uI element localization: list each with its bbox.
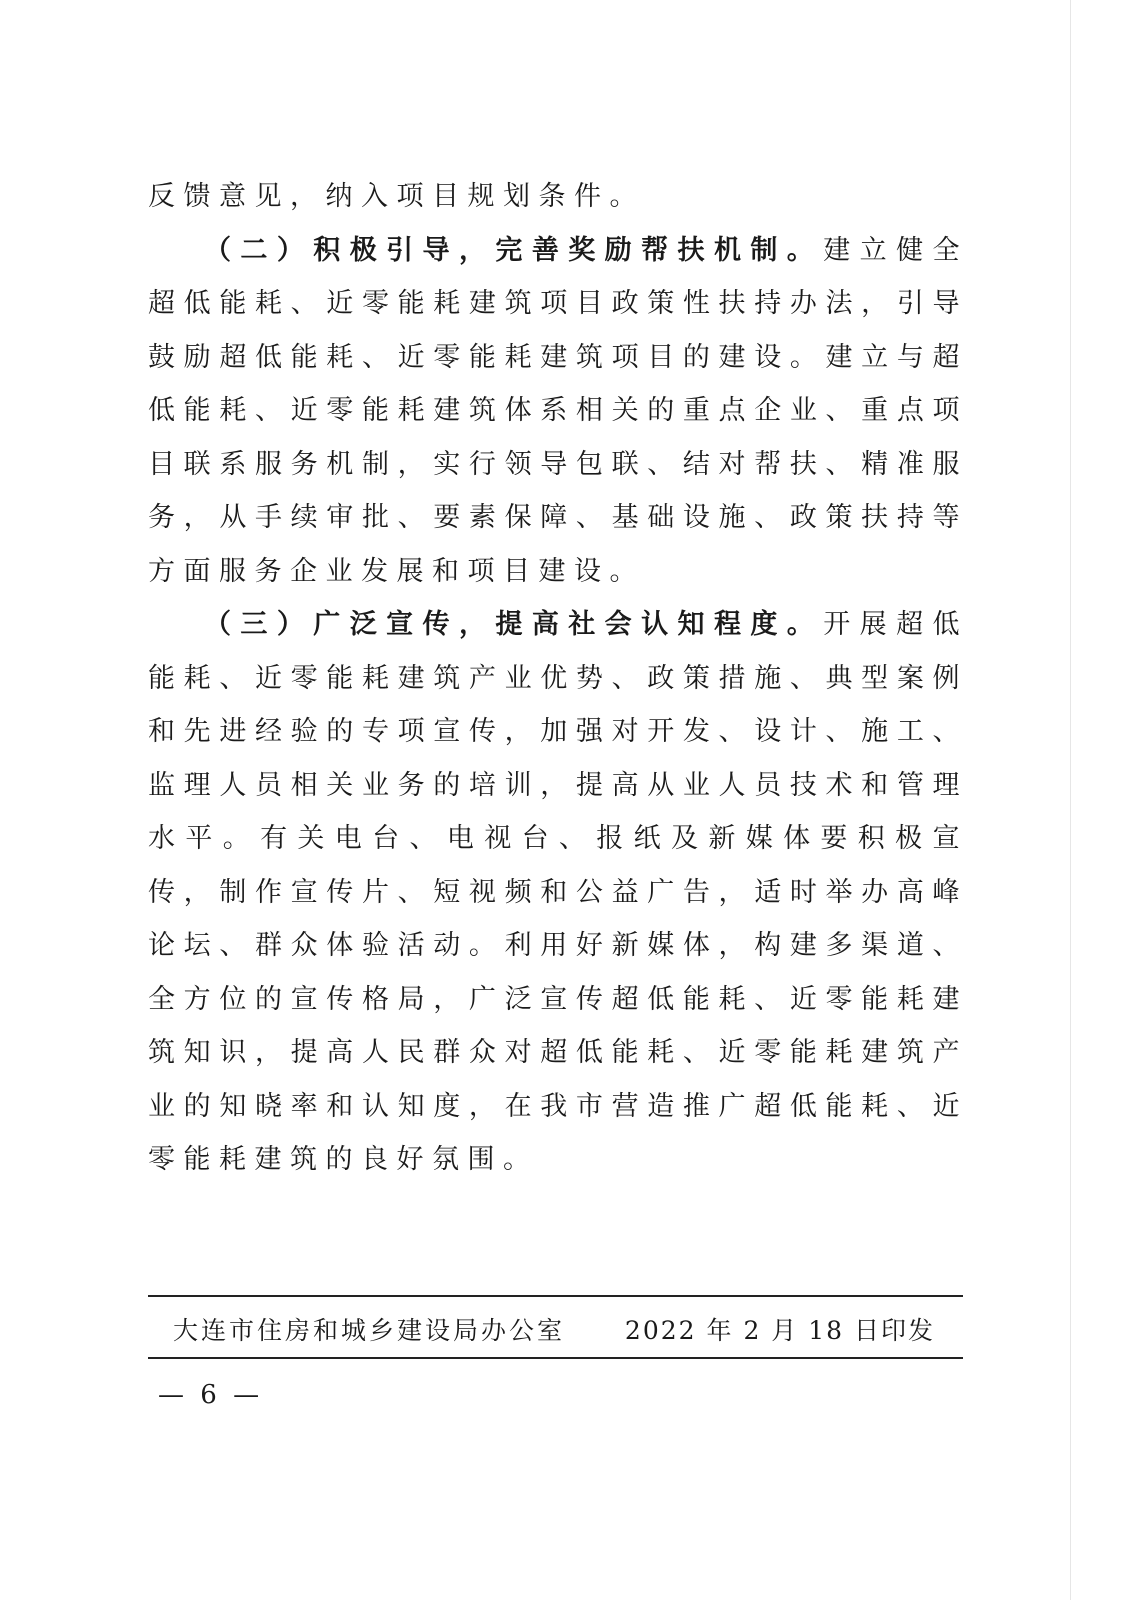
document-body xyxy=(148,170,968,1187)
paragraph-0-text: 反馈意见，纳入项目规划条件。 xyxy=(148,181,645,212)
section-2-paragraph xyxy=(148,224,968,599)
paragraph-continuation xyxy=(148,170,968,224)
footer-issue-date: 2022 年 2 月 18 日印发 xyxy=(624,1316,935,1345)
section-3-body: 开展超低能耗、近零能耗建筑产业优势、政策措施、典型案例和先进经验的专项宣传，加强对开发、设计、施工、监理人员相关业务的培训，提高从业人员技术和管理水平。有关电台、电视台、报纸及新媒体要积极宣传，制作宣传片、短视频和公益广告，适时举办高峰论坛、群众体验活动。利用好新媒体，构建多渠道、全方位的宣传格局，广泛宣传超低能耗、近零能耗建筑知识，提高人民群众对超低能耗、近零能耗建筑产业的知晓率和认知度，在我市营造推广超低能耗、近零能耗建筑的良好氛围。 xyxy=(148,609,969,1175)
footer-issuer: 大连市住房和城乡建设局办公室 xyxy=(173,1316,566,1345)
page-number: — 6 — xyxy=(158,1380,264,1410)
section-2-body: 建立健全超低能耗、近零能耗建筑项目政策性扶持办法，引导鼓励超低能耗、近零能耗建筑项目的建设。建立与超低能耗、近零能耗建筑体系相关的重点企业、重点项目联系服务机制，实行领导包联、结对帮扶、精准服务，从手续审批、要素保障、基础设施、政策扶持等方面服务企业发展和项目建设。 xyxy=(148,234,969,587)
issuance-footer xyxy=(148,1295,963,1359)
section-2-heading: （二）积极引导，完善奖励帮扶机制。 xyxy=(204,234,824,266)
section-3-paragraph xyxy=(148,598,968,1187)
page-edge-line xyxy=(1070,0,1071,1600)
section-3-heading: （三）广泛宣传，提高社会认知程度。 xyxy=(204,609,824,640)
